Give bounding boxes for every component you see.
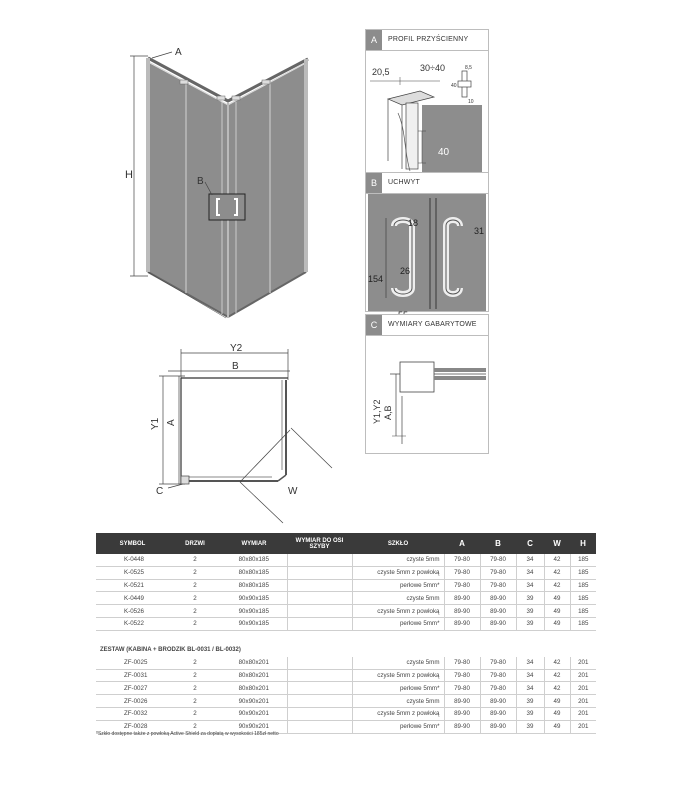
cell-h: 201 — [570, 695, 596, 708]
cell-b: 79-80 — [480, 669, 516, 682]
cell-h: 185 — [570, 579, 596, 592]
cell-size: 80x80x201 — [221, 682, 287, 695]
header-w: W — [544, 533, 570, 554]
cell-a: 89-90 — [444, 695, 480, 708]
cell-c: 39 — [516, 720, 544, 733]
label-y2: Y2 — [230, 343, 243, 354]
dim-10: 10 — [468, 99, 474, 105]
cell-size: 80x80x201 — [221, 669, 287, 682]
header-h: H — [570, 533, 596, 554]
cell-axis — [287, 605, 352, 618]
cell-h: 185 — [570, 554, 596, 566]
cell-c: 34 — [516, 682, 544, 695]
cell-axis — [287, 617, 352, 630]
cell-w: 42 — [544, 554, 570, 566]
cell-doors: 2 — [169, 579, 221, 592]
cell-doors: 2 — [169, 695, 221, 708]
dim-31: 31 — [474, 226, 485, 236]
panel-c-header — [366, 315, 488, 336]
cell-b: 79-80 — [480, 682, 516, 695]
cell-glass: czyste 5mm z powłoką — [352, 669, 444, 682]
cell-doors: 2 — [169, 605, 221, 618]
cell-a: 89-90 — [444, 707, 480, 720]
header-b: B — [480, 533, 516, 554]
dim-26: 26 — [400, 266, 411, 276]
cell-glass: czyste 5mm — [352, 695, 444, 708]
cell-size: 90x90x201 — [221, 720, 287, 733]
cell-symbol: ZF-0032 — [96, 707, 169, 720]
cell-w: 49 — [544, 605, 570, 618]
label-b: B — [197, 176, 204, 187]
wall-profile-drawing — [366, 51, 488, 174]
cell-c: 39 — [516, 695, 544, 708]
cell-symbol: K-0521 — [96, 579, 169, 592]
cell-h: 185 — [570, 566, 596, 579]
table-header-row — [96, 533, 596, 554]
cell-symbol: ZF-0025 — [96, 657, 169, 669]
cell-c: 34 — [516, 579, 544, 592]
table-row — [96, 695, 596, 708]
cell-glass: czyste 5mm z powłoką — [352, 605, 444, 618]
cell-b: 89-90 — [480, 592, 516, 605]
handle-detail-box — [209, 194, 245, 220]
cell-doors: 2 — [169, 707, 221, 720]
dimensions-table — [96, 533, 596, 734]
panel-c-letter: C — [366, 315, 382, 335]
label-w: W — [288, 486, 298, 497]
cell-w: 49 — [544, 695, 570, 708]
cell-size: 80x80x185 — [221, 566, 287, 579]
cell-size: 90x90x185 — [221, 592, 287, 605]
cell-doors: 2 — [169, 720, 221, 733]
cell-a: 89-90 — [444, 720, 480, 733]
cell-w: 42 — [544, 566, 570, 579]
label-c: C — [156, 486, 164, 497]
cell-b: 79-80 — [480, 579, 516, 592]
cell-h: 201 — [570, 720, 596, 733]
dim-20-5: 20,5 — [372, 67, 390, 77]
panel-overall-dimensions — [365, 314, 489, 454]
cell-w: 49 — [544, 617, 570, 630]
cell-c: 34 — [516, 669, 544, 682]
cell-doors: 2 — [169, 617, 221, 630]
table-row — [96, 554, 596, 566]
cell-h: 201 — [570, 682, 596, 695]
dim-40-small: 40 — [451, 83, 457, 89]
cell-axis — [287, 566, 352, 579]
cell-doors: 2 — [169, 566, 221, 579]
cell-glass: czyste 5mm — [352, 592, 444, 605]
panel-a-header — [366, 30, 488, 51]
plan-view-drawing — [145, 338, 345, 518]
cell-glass: perłowe 5mm* — [352, 720, 444, 733]
cell-w: 49 — [544, 720, 570, 733]
cell-size: 80x80x201 — [221, 657, 287, 669]
cell-axis — [287, 592, 352, 605]
label-a: A — [175, 47, 182, 58]
header-size: WYMIAR — [221, 533, 287, 554]
table-row — [96, 669, 596, 682]
table-section-divider — [96, 630, 596, 657]
cell-w: 42 — [544, 669, 570, 682]
cell-symbol: ZF-0028 — [96, 720, 169, 733]
cell-axis — [287, 695, 352, 708]
dim-40: 40 — [438, 147, 450, 158]
dim-a-b: A,B — [383, 405, 393, 420]
cell-w: 42 — [544, 682, 570, 695]
table-row — [96, 707, 596, 720]
overall-dimensions-drawing — [366, 336, 488, 453]
label-h: H — [125, 169, 133, 181]
panel-b-title: UCHWYT — [388, 179, 420, 186]
table-row — [96, 566, 596, 579]
cell-size: 90x90x185 — [221, 617, 287, 630]
cell-doors: 2 — [169, 682, 221, 695]
cell-c: 39 — [516, 605, 544, 618]
header-c: C — [516, 533, 544, 554]
dim-18: 18 — [408, 218, 419, 228]
dim-30-40: 30÷40 — [420, 63, 445, 73]
cell-c: 34 — [516, 566, 544, 579]
table-row — [96, 682, 596, 695]
panel-a-letter: A — [366, 30, 382, 50]
cell-size: 80x80x185 — [221, 579, 287, 592]
cell-axis — [287, 579, 352, 592]
panel-b-letter: B — [366, 173, 382, 193]
cell-a: 79-80 — [444, 579, 480, 592]
cell-a: 89-90 — [444, 592, 480, 605]
cell-b: 79-80 — [480, 566, 516, 579]
cell-symbol: K-0526 — [96, 605, 169, 618]
cell-w: 42 — [544, 657, 570, 669]
section-title: ZESTAW (KABINA + BRODZIK BL-0031 / BL-0032) — [100, 646, 241, 653]
cell-symbol: ZF-0027 — [96, 682, 169, 695]
panel-wall-profile — [365, 29, 489, 175]
cell-h: 185 — [570, 617, 596, 630]
dim-154: 154 — [368, 274, 384, 284]
cell-symbol: ZF-0026 — [96, 695, 169, 708]
cell-glass: perłowe 5mm* — [352, 617, 444, 630]
cell-c: 39 — [516, 707, 544, 720]
cell-c: 39 — [516, 592, 544, 605]
cell-glass: czyste 5mm z powłoką — [352, 707, 444, 720]
cell-b: 79-80 — [480, 554, 516, 566]
panel-b-header — [366, 173, 488, 194]
panel-handle — [365, 172, 489, 312]
cell-symbol: K-0448 — [96, 554, 169, 566]
table-body-cabins — [96, 554, 596, 630]
header-glass: SZKŁO — [352, 533, 444, 554]
cell-glass: perłowe 5mm* — [352, 682, 444, 695]
cell-c: 34 — [516, 554, 544, 566]
cell-doors: 2 — [169, 669, 221, 682]
cell-c: 34 — [516, 657, 544, 669]
cell-axis — [287, 554, 352, 566]
cell-size: 80x80x185 — [221, 554, 287, 566]
cell-glass: czyste 5mm — [352, 657, 444, 669]
cell-doors: 2 — [169, 554, 221, 566]
panel-c-title: WYMIARY GABARYTOWE — [388, 321, 477, 328]
cell-size: 90x90x201 — [221, 707, 287, 720]
cell-a: 79-80 — [444, 554, 480, 566]
cell-b: 89-90 — [480, 617, 516, 630]
label-y1: Y1 — [150, 417, 161, 430]
cell-a: 79-80 — [444, 657, 480, 669]
cell-h: 201 — [570, 707, 596, 720]
cell-b: 89-90 — [480, 695, 516, 708]
header-symbol: SYMBOL — [96, 533, 169, 554]
cell-axis — [287, 720, 352, 733]
header-a: A — [444, 533, 480, 554]
cell-axis — [287, 707, 352, 720]
label-a-plan: A — [166, 419, 177, 426]
dim-y1-y2: Y1,Y2 — [372, 399, 382, 424]
table-body-sets — [96, 657, 596, 733]
shower-cabin-drawing — [110, 28, 340, 333]
cell-h: 185 — [570, 605, 596, 618]
cell-w: 42 — [544, 579, 570, 592]
cell-doors: 2 — [169, 657, 221, 669]
cell-symbol: K-0525 — [96, 566, 169, 579]
cell-glass: czyste 5mm z powłoką — [352, 566, 444, 579]
header-doors: DRZWI — [169, 533, 221, 554]
cell-a: 89-90 — [444, 617, 480, 630]
table-row — [96, 617, 596, 630]
panel-a-title: PROFIL PRZYŚCIENNY — [388, 36, 469, 43]
cell-w: 49 — [544, 707, 570, 720]
header-axis: WYMIAR DO OSI SZYBY — [287, 533, 352, 554]
cell-a: 79-80 — [444, 682, 480, 695]
cell-symbol: K-0522 — [96, 617, 169, 630]
cell-symbol: ZF-0031 — [96, 669, 169, 682]
cell-axis — [287, 682, 352, 695]
cell-b: 89-90 — [480, 720, 516, 733]
cell-a: 79-80 — [444, 566, 480, 579]
cell-h: 201 — [570, 669, 596, 682]
cell-b: 79-80 — [480, 657, 516, 669]
cell-glass: czyste 5mm — [352, 554, 444, 566]
cell-size: 90x90x185 — [221, 605, 287, 618]
cell-symbol: K-0449 — [96, 592, 169, 605]
cell-doors: 2 — [169, 592, 221, 605]
table-row — [96, 592, 596, 605]
cell-h: 201 — [570, 657, 596, 669]
cell-w: 49 — [544, 592, 570, 605]
table-row — [96, 657, 596, 669]
dim-8-5: 8,5 — [465, 65, 472, 71]
table-row — [96, 579, 596, 592]
cell-a: 89-90 — [444, 605, 480, 618]
cell-c: 39 — [516, 617, 544, 630]
cell-size: 90x90x201 — [221, 695, 287, 708]
cell-axis — [287, 657, 352, 669]
cell-b: 89-90 — [480, 707, 516, 720]
cell-h: 185 — [570, 592, 596, 605]
footnote: *Szkło dostępne także z powłoką Active Shield za dopłatą w wysokości 185zł netto — [96, 731, 279, 737]
cell-glass: perłowe 5mm* — [352, 579, 444, 592]
handle-drawing — [366, 194, 488, 311]
label-b-plan: B — [232, 361, 239, 372]
cell-b: 89-90 — [480, 605, 516, 618]
table-row — [96, 605, 596, 618]
cell-a: 79-80 — [444, 669, 480, 682]
cell-axis — [287, 669, 352, 682]
